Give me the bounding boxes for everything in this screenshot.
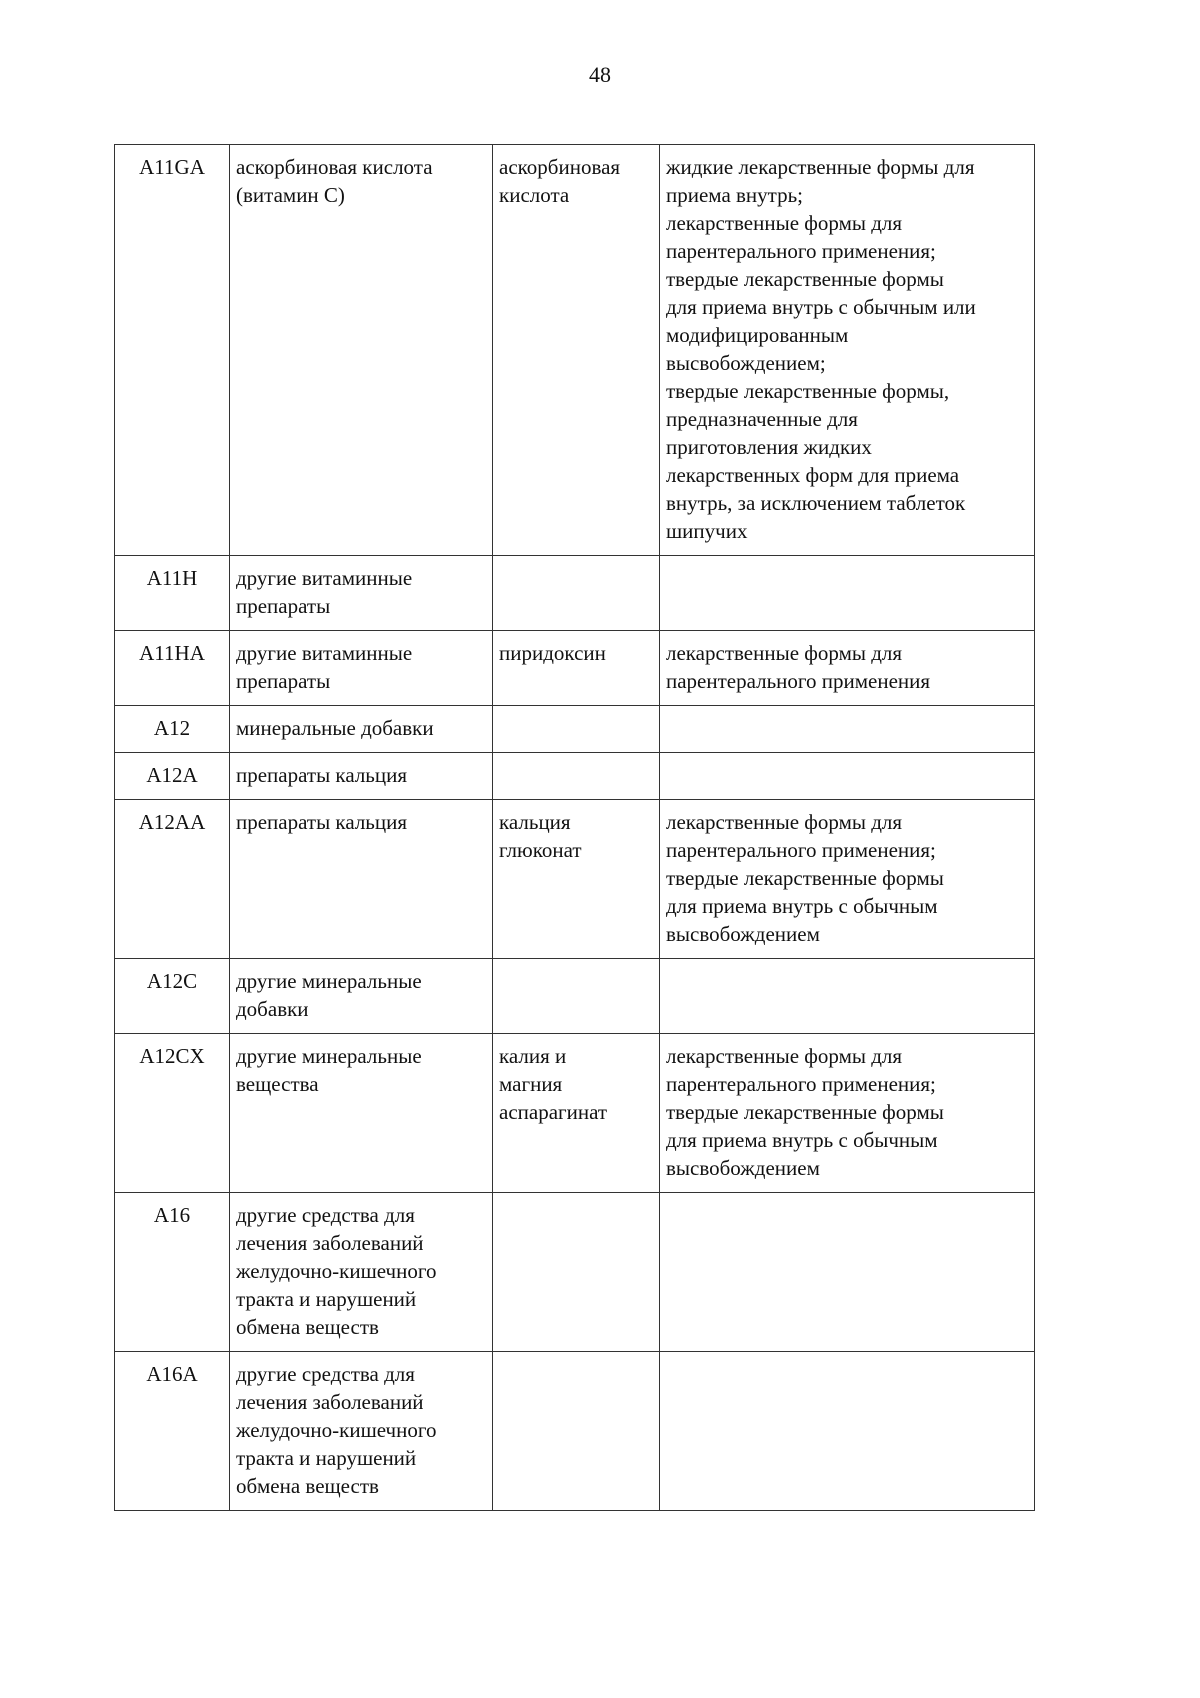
atc-code-cell: A12CX <box>115 1034 230 1193</box>
anatomic-group-cell <box>230 753 493 800</box>
cell-text-line: вещества <box>236 1072 319 1096</box>
cell-text-line: обмена веществ <box>236 1474 379 1498</box>
table-row <box>115 1034 1035 1193</box>
anatomic-group-cell <box>230 1193 493 1352</box>
anatomic-group-cell <box>230 1352 493 1511</box>
cell-text-line: обмена веществ <box>236 1315 379 1339</box>
cell-text-line: другие витаминные <box>236 641 413 665</box>
cell-text-line: минеральные добавки <box>236 716 434 740</box>
cell-text-line: твердые лекарственные формы <box>666 866 944 890</box>
drug-name-cell <box>493 1352 660 1511</box>
cell-text-line: лечения заболеваний <box>236 1390 424 1414</box>
cell-text-line: желудочно-кишечного <box>236 1418 437 1442</box>
cell-text-line: другие минеральные <box>236 969 422 993</box>
dosage-forms-cell <box>660 1034 1035 1193</box>
dosage-forms-cell <box>660 753 1035 800</box>
cell-text-line: лекарственных форм для приема <box>666 463 960 487</box>
table-row <box>115 631 1035 706</box>
table-row <box>115 706 1035 753</box>
cell-text-line: тракта и нарушений <box>236 1446 417 1470</box>
cell-text-line: лекарственные формы для <box>666 810 903 834</box>
cell-text-line: высвобождением <box>666 1156 820 1180</box>
cell-text-line: (витамин С) <box>236 183 345 207</box>
cell-text-line: аскорбиновая <box>499 155 621 179</box>
cell-text-line: желудочно-кишечного <box>236 1259 437 1283</box>
cell-text-line: твердые лекарственные формы, <box>666 379 950 403</box>
cell-text-line: для приема внутрь с обычным <box>666 894 938 918</box>
cell-text-line: аспарагинат <box>499 1100 608 1124</box>
drug-name-cell <box>493 706 660 753</box>
drug-name-cell <box>493 959 660 1034</box>
atc-code-cell: A16 <box>115 1193 230 1352</box>
atc-code-cell: A11GA <box>115 145 230 556</box>
cell-text-line: лекарственные формы для <box>666 1044 903 1068</box>
atc-code-cell: A12 <box>115 706 230 753</box>
dosage-forms-cell <box>660 1193 1035 1352</box>
dosage-forms-cell <box>660 706 1035 753</box>
cell-text-line: парентерального применения; <box>666 838 936 862</box>
cell-text-line: лечения заболеваний <box>236 1231 424 1255</box>
cell-text-line: модифицированным <box>666 323 849 347</box>
cell-text-line: приема внутрь; <box>666 183 804 207</box>
table-row <box>115 1193 1035 1352</box>
cell-text-line: препараты кальция <box>236 763 408 787</box>
cell-text-line: тракта и нарушений <box>236 1287 417 1311</box>
anatomic-group-cell <box>230 145 493 556</box>
cell-text-line: твердые лекарственные формы <box>666 1100 944 1124</box>
drug-name-cell <box>493 1193 660 1352</box>
cell-text-line: жидкие лекарственные формы для <box>666 155 975 179</box>
table-row <box>115 753 1035 800</box>
cell-text-line: высвобождением <box>666 922 820 946</box>
cell-text-line: пиридоксин <box>499 641 606 665</box>
cell-text-line: кальция <box>499 810 571 834</box>
cell-text-line: другие средства для <box>236 1362 415 1386</box>
dosage-forms-cell <box>660 959 1035 1034</box>
cell-text-line: магния <box>499 1072 563 1096</box>
drug-name-cell <box>493 556 660 631</box>
anatomic-group-cell <box>230 706 493 753</box>
cell-text-line: шипучих <box>666 519 748 543</box>
atc-code-cell: A12A <box>115 753 230 800</box>
cell-text-line: парентерального применения; <box>666 1072 936 1096</box>
cell-text-line: другие минеральные <box>236 1044 422 1068</box>
drug-name-cell <box>493 145 660 556</box>
drug-name-cell <box>493 1034 660 1193</box>
table-row <box>115 1352 1035 1511</box>
cell-text-line: парентерального применения <box>666 669 931 693</box>
table-row <box>115 959 1035 1034</box>
drug-name-cell <box>493 753 660 800</box>
cell-text-line: глюконат <box>499 838 582 862</box>
cell-text-line: для приема внутрь с обычным <box>666 1128 938 1152</box>
anatomic-group-cell <box>230 556 493 631</box>
anatomic-group-cell <box>230 1034 493 1193</box>
atc-code-cell: A16A <box>115 1352 230 1511</box>
anatomic-group-cell <box>230 959 493 1034</box>
dosage-forms-cell <box>660 800 1035 959</box>
table-row <box>115 556 1035 631</box>
anatomic-group-cell <box>230 800 493 959</box>
dosage-forms-cell <box>660 1352 1035 1511</box>
cell-text-line: аскорбиновая кислота <box>236 155 433 179</box>
cell-text-line: парентерального применения; <box>666 239 936 263</box>
cell-text-line: препараты <box>236 669 331 693</box>
cell-text-line: лекарственные формы для <box>666 641 903 665</box>
cell-text-line: высвобождением; <box>666 351 826 375</box>
atc-code-cell: A12C <box>115 959 230 1034</box>
cell-text-line: лекарственные формы для <box>666 211 903 235</box>
drug-name-cell <box>493 800 660 959</box>
drug-classification-table <box>114 144 1035 1511</box>
table-row <box>115 800 1035 959</box>
cell-text-line: препараты <box>236 594 331 618</box>
atc-code-cell: A11HA <box>115 631 230 706</box>
cell-text-line: добавки <box>236 997 309 1021</box>
dosage-forms-cell <box>660 631 1035 706</box>
cell-text-line: твердые лекарственные формы <box>666 267 944 291</box>
atc-code-cell: A12AA <box>115 800 230 959</box>
table-row <box>115 145 1035 556</box>
atc-code-cell: A11H <box>115 556 230 631</box>
table-body <box>115 145 1035 1511</box>
cell-text-line: кислота <box>499 183 570 207</box>
cell-text-line: препараты кальция <box>236 810 408 834</box>
cell-text-line: приготовления жидких <box>666 435 872 459</box>
cell-text-line: калия и <box>499 1044 567 1068</box>
cell-text-line: предназначенные для <box>666 407 858 431</box>
drug-name-cell <box>493 631 660 706</box>
anatomic-group-cell <box>230 631 493 706</box>
page-number: 48 <box>589 62 611 87</box>
cell-text-line: внутрь, за исключением таблеток <box>666 491 966 515</box>
cell-text-line: для приема внутрь с обычным или <box>666 295 976 319</box>
cell-text-line: другие витаминные <box>236 566 413 590</box>
dosage-forms-cell <box>660 145 1035 556</box>
dosage-forms-cell <box>660 556 1035 631</box>
cell-text-line: другие средства для <box>236 1203 415 1227</box>
